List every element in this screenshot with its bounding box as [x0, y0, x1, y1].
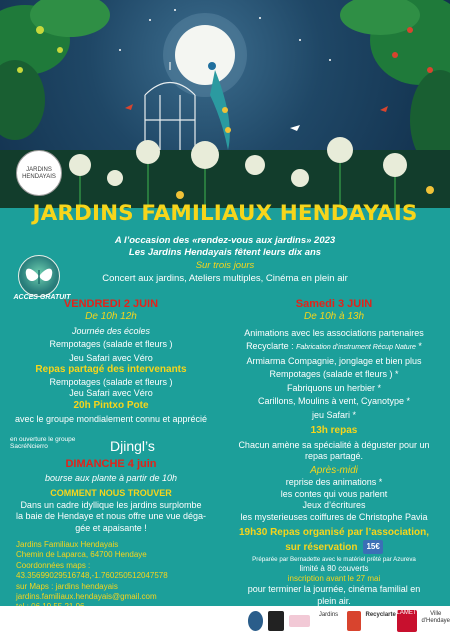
saturday-time: De 10h à 13h [303, 311, 365, 322]
saturday-line-2-detail: Fabrication d’instrument Récup Nature [296, 344, 416, 351]
access-badge: ACCES GRATUIT [13, 294, 71, 301]
sunday-desc: bourse aux plante à partir de 10h [44, 472, 178, 483]
partner-logo-1 [248, 611, 263, 631]
saturday-evening-1: 19h30 Repas organisé par l’association, [238, 527, 430, 538]
saturday-line-1: Animations avec les associations partenaires [244, 327, 424, 338]
poster-title: JARDINS FAMILIAUX HENDAYAIS [32, 201, 418, 226]
friday-opening-line-2: SacréNcierro [10, 443, 48, 450]
partner-logo-5 [347, 611, 361, 631]
friday-band: Djingl’s [110, 437, 155, 454]
intro-line-4: Concert aux jardins, Ateliers multiples, Cinéma en plein air [102, 273, 348, 284]
saturday-end-1: pour terminer la journée, cinéma familial en [247, 584, 421, 594]
partner-logo-2 [268, 611, 283, 631]
night-garden-scene [0, 0, 450, 208]
saturday-noon-2: repas partagé. [304, 451, 364, 461]
friday-heading: VENDREDI 2 JUIN [63, 298, 159, 310]
friday-schools: Journée des écoles [71, 325, 151, 336]
saturday-line-4: Rempotages (salade et fleurs ) * [269, 369, 399, 379]
saturday-noon-1: Chacun amène sa spécialité à déguster pour un [238, 439, 430, 450]
saturday-line-3: Armiarma Compagnie, jonglage et bien plus [246, 355, 422, 366]
partner-logos [0, 606, 450, 636]
saturday-limit: limité à 80 couverts [299, 564, 369, 573]
saturday-line-5: Fabriquons un herbier * [286, 382, 382, 393]
friday-meal: Repas partagé des intervenants [35, 364, 187, 375]
saturday-afternoon-3: Jeux d’écritures [302, 500, 366, 510]
contact-coords[interactable]: 43.35699029516748,-1.760250512047578 [16, 571, 168, 581]
saturday-evening-2 [225, 540, 443, 555]
friday-group: avec le groupe mondialement connu et apprécié [14, 414, 208, 424]
partner-logo-lameth: LAMETH [397, 610, 417, 632]
butterfly-icon [18, 255, 60, 297]
friday-opening-line-1: en ouverture le groupe [10, 435, 76, 443]
intro-line-1: A l’occasion des «rendez-vous aux jardins» 2023 [114, 235, 336, 246]
left-column [6, 298, 216, 534]
friday-pintxo: 20h Pintxo Pote [73, 399, 149, 411]
intro-block [0, 235, 450, 285]
contact-address: Chemin de Laparca, 64700 Hendaye [16, 550, 147, 560]
saturday-afternoon: Après-midi [310, 464, 358, 476]
friday-time: De 10h 12h [85, 311, 137, 322]
garden-illustration [0, 0, 450, 208]
friday-repot: Rempotages (salade et fleurs ) [49, 339, 173, 349]
how-to-line-2: la baie de Hendaye et nous offre une vue déga- [16, 511, 206, 521]
saturday-end-2: plein air. [317, 595, 351, 606]
how-to-line-1: Dans un cadre idyllique les jardins surplombe [20, 499, 202, 510]
logo-text-bottom: HENDAYAIS [22, 174, 56, 180]
how-to-title: COMMENT NOUS TROUVER [50, 488, 172, 498]
price-badge: 15€ [363, 540, 382, 555]
sunday-heading: DIMANCHE 4 juin [65, 457, 157, 470]
saturday-evening-2-text: sur réservation [285, 541, 358, 553]
saturday-prep: Préparée par Bernadette avec le matériel prêté par Azureva [252, 556, 416, 563]
saturday-afternoon-4: les mysterieuses coiffures de Christophe Pavia [240, 511, 428, 522]
contact-block [16, 540, 226, 613]
friday-opening [10, 436, 88, 451]
saturday-line-5-text: Fabriquons un herbier [286, 382, 376, 393]
saturday-line-4-text: Rempotages (salade et fleurs ) [269, 369, 393, 379]
saturday-afternoon-1: reprise des animations * [285, 477, 383, 487]
jardins-hendayais-logo [16, 150, 62, 196]
saturday-afternoon-1-text: reprise des animations [285, 477, 377, 487]
saturday-noon: 13h repas [310, 425, 358, 436]
how-to-line-3: gée et apaisante ! [75, 522, 147, 533]
saturday-deadline: inscription avant le 27 mai [287, 574, 381, 583]
saturday-line-7-text: jeu Safari [311, 409, 350, 420]
intro-line-3: Sur trois jours [195, 260, 255, 271]
intro-line-2: Les Jardins Hendayais fêtent leurs dix ans [128, 247, 322, 258]
partner-logo-jardins: Jardins [318, 612, 339, 618]
contact-coords-label: Coordonnées maps : [16, 560, 91, 570]
saturday-line-7: jeu Safari * [311, 409, 357, 420]
friday-band-block [6, 426, 216, 456]
contact-maps: sur Maps : jardins hendayais [16, 581, 118, 591]
saturday-line-2: Recyclarte : Fabrication d’instrument Récup Nature * [246, 341, 422, 351]
contact-email[interactable]: jardins.familiaux.hendayais@gmail.com [16, 592, 157, 602]
friday-safari: Jeu Safari avec Véro [69, 352, 153, 363]
logo-text-top: JARDINS [26, 167, 52, 173]
saturday-afternoon-2: les contes qui vous parlent [280, 488, 388, 499]
saturday-heading: Samedi 3 JUIN [295, 298, 373, 310]
friday-safari-2: Jeu Safari avec Véro [69, 388, 153, 398]
right-column [225, 298, 443, 607]
saturday-line-2-label: Recyclarte : [246, 341, 297, 351]
partner-logo-ville: Ville d'Hendaye [421, 611, 450, 624]
partner-logo-recyclarte: Recyclarte [365, 612, 396, 618]
partner-logo-3 [289, 615, 311, 627]
friday-repot-2: Rempotages (salade et fleurs ) [49, 376, 173, 387]
saturday-line-6-text: Carillons, Moulins à vent, Cyanotype [257, 396, 405, 406]
contact-name: Jardins Familiaux Hendayais [16, 540, 119, 549]
saturday-line-6: Carillons, Moulins à vent, Cyanotype * [257, 396, 411, 406]
